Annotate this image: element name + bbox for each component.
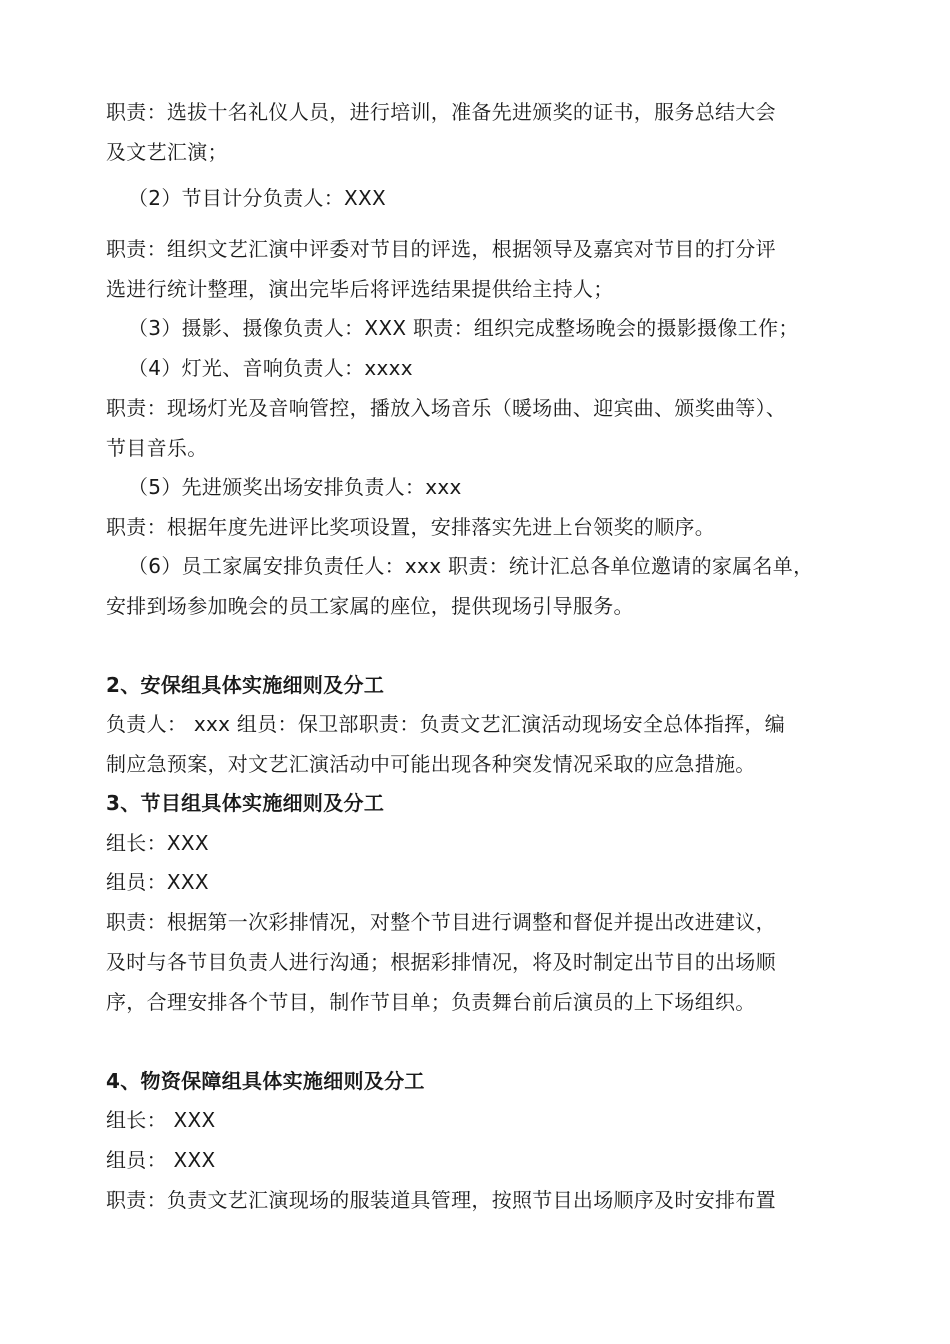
item-heading: （6）员工家属安排负责任人：xxx 职责：统计汇总各单位邀请的家属名单， xyxy=(128,554,814,578)
paragraph-line: 职责：负责文艺汇演现场的服装道具管理，按照节目出场顺序及时安排布置 xyxy=(106,1188,776,1212)
paragraph-line: 制应急预案，对文艺汇演活动中可能出现各种突发情况采取的应急措施。 xyxy=(106,752,756,776)
section-heading: 2、安保组具体实施细则及分工 xyxy=(106,673,385,697)
item-heading: （4）灯光、音响负责人：xxxx xyxy=(128,356,413,380)
item-heading: （2）节目计分负责人：XXX xyxy=(128,186,387,210)
paragraph-line: 职责：根据年度先进评比奖项设置，安排落实先进上台领奖的顺序。 xyxy=(106,515,715,539)
item-heading: （5）先进颁奖出场安排负责人：xxx xyxy=(128,475,462,499)
paragraph-line: 序，合理安排各个节目，制作节目单；负责舞台前后演员的上下场组织。 xyxy=(106,990,756,1014)
paragraph-line: 节目音乐。 xyxy=(106,436,208,460)
paragraph-line: 及文艺汇演； xyxy=(106,140,228,164)
paragraph-line: 负责人： xxx 组员：保卫部职责：负责文艺汇演活动现场安全总体指挥，编 xyxy=(106,712,786,736)
paragraph-line: 职责：组织文艺汇演中评委对节目的评选，根据领导及嘉宾对节目的打分评 xyxy=(106,237,776,261)
section-heading: 3、节目组具体实施细则及分工 xyxy=(106,791,385,815)
paragraph-line: 组员：XXX xyxy=(106,870,209,894)
section-heading: 4、物资保障组具体实施细则及分工 xyxy=(106,1069,425,1093)
paragraph-line: 安排到场参加晚会的员工家属的座位，提供现场引导服务。 xyxy=(106,594,634,618)
item-heading: （3）摄影、摄像负责人：XXX 职责：组织完成整场晚会的摄影摄像工作； xyxy=(128,316,799,340)
paragraph-line: 组员： XXX xyxy=(106,1148,216,1172)
paragraph-line: 职责：根据第一次彩排情况，对整个节目进行调整和督促并提出改进建议， xyxy=(106,910,776,934)
paragraph-line: 及时与各节目负责人进行沟通；根据彩排情况，将及时制定出节目的出场顺 xyxy=(106,950,776,974)
paragraph-line: 职责：现场灯光及音响管控，播放入场音乐（暖场曲、迎宾曲、颁奖曲等）、 xyxy=(106,396,787,420)
paragraph-line: 职责：选拔十名礼仪人员，进行培训，准备先进颁奖的证书，服务总结大会 xyxy=(106,100,776,124)
paragraph-line: 组长： XXX xyxy=(106,1108,216,1132)
paragraph-line: 选进行统计整理，演出完毕后将评选结果提供给主持人； xyxy=(106,277,614,301)
paragraph-line: 组长：XXX xyxy=(106,831,209,855)
